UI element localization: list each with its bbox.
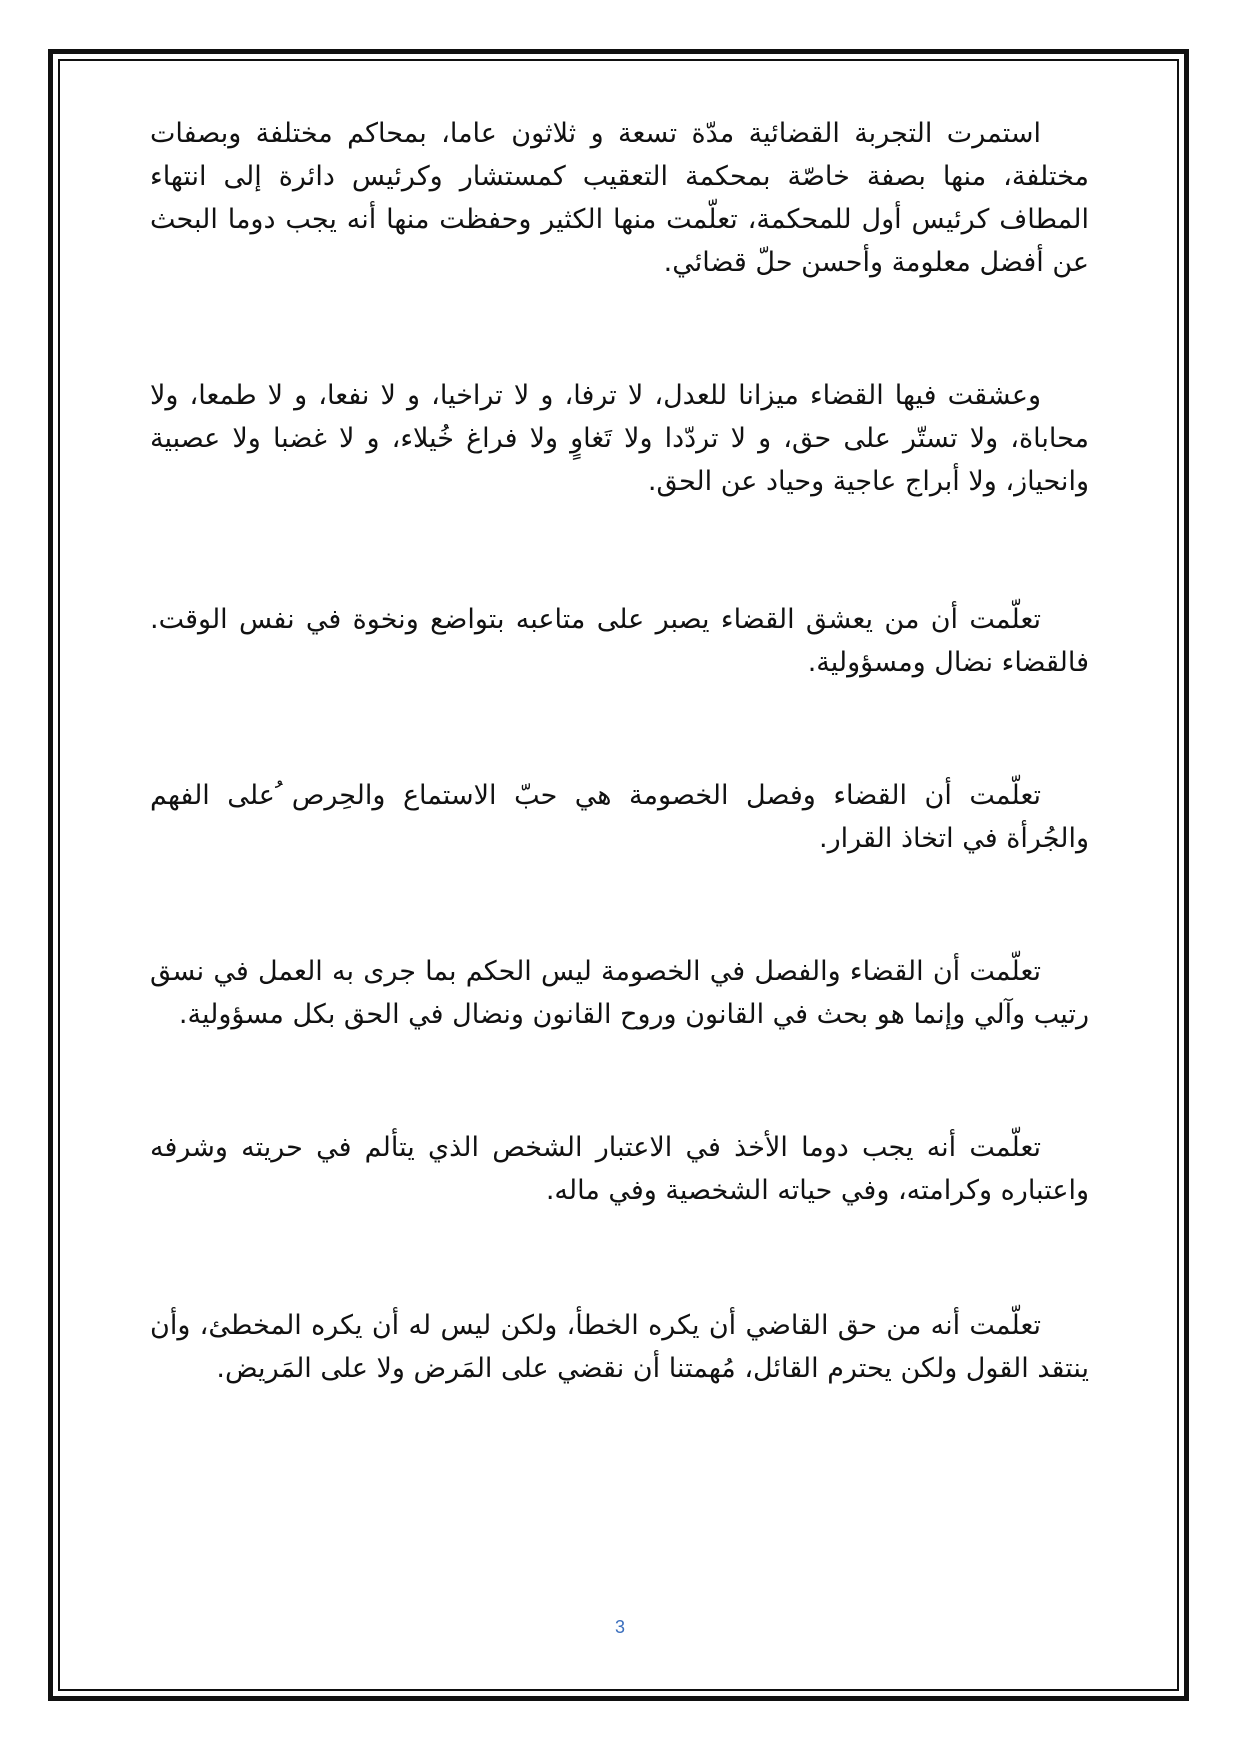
document-body xyxy=(150,112,1089,1476)
paragraph-2: وعشقت فيها القضاء ميزانا للعدل، لا ترفا، و لا تراخيا، و لا نفعا، و لا طمعا، ولا محاباة، ولا تستّر على حق، و لا تردّدا ولا تَغاوٍ ولا فراغ خُيلاء، و لا غضبا ولا عصبية وانحياز، ولا أبراج عاجية وحياد عن الحق. xyxy=(150,380,1089,497)
paragraph-6: تعلّمت أنه يجب دوما الأخذ في الاعتبار الشخص الذي يتألم في حريته وشرفه واعتباره وكرامته، وفي حياته الشخصية وفي ماله. xyxy=(150,1132,1089,1206)
paragraph-4: تعلّمت أن القضاء وفصل الخصومة هي حبّ الاستماع والحِرص ُعلى الفهم والجُرأة في اتخاذ القرار. xyxy=(150,780,1089,854)
paragraph-7: تعلّمت أنه من حق القاضي أن يكره الخطأ، ولكن ليس له أن يكره المخطئ، وأن ينتقد القول ولكن يحترم القائل، مُهمتنا أن نقضي على المَرض ولا على المَريض. xyxy=(150,1310,1089,1384)
paragraph-5: تعلّمت أن القضاء والفصل في الخصومة ليس الحكم بما جرى به العمل في نسق رتيب وآلي وإنما هو بحث في القانون وروح القانون ونضال في الحق بكل مسؤولية. xyxy=(150,956,1089,1030)
paragraph-1: استمرت التجربة القضائية مدّة تسعة و ثلاثون عاما، بمحاكم مختلفة وبصفات مختلفة، منها بصفة خاصّة بمحكمة التعقيب كمستشار وكرئيس دائرة إلى انتهاء المطاف كرئيس أول للمحكمة، تعلّمت منها الكثير وحفظت منها أنه يجب دوما البحث عن أفضل معلومة وأحسن حلّ قضائي. xyxy=(150,118,1089,278)
page-number: 3 xyxy=(614,1617,625,1637)
paragraph-3: تعلّمت أن من يعشق القضاء يصبر على متاعبه بتواضع ونخوة في نفس الوقت. فالقضاء نضال ومسؤولية. xyxy=(150,604,1089,678)
